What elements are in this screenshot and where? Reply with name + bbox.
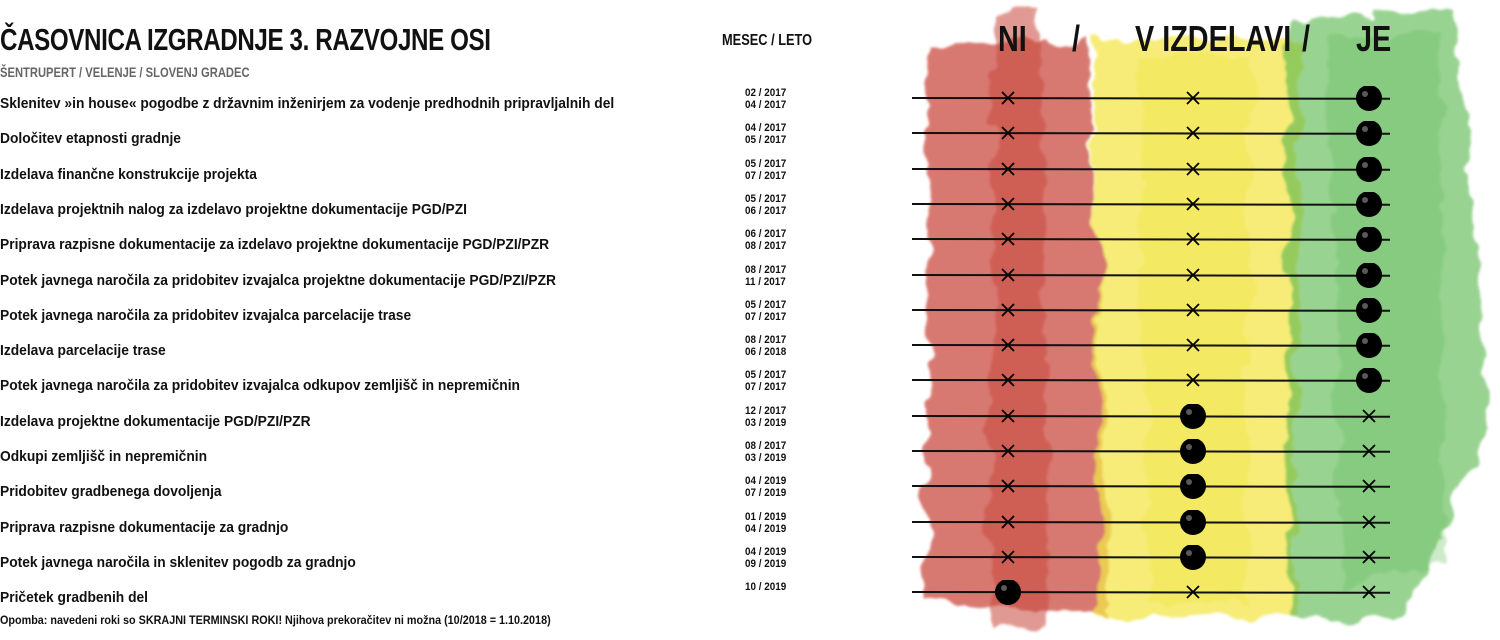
status-track <box>0 121 1500 157</box>
task-row <box>0 157 1500 193</box>
status-track <box>0 263 1500 299</box>
status-line <box>912 522 1390 523</box>
circle-highlight <box>1362 162 1368 168</box>
task-start-date: 01 / 2019 <box>745 510 787 523</box>
status-header-v-izdelavi: V IZDELAVI <box>1135 18 1292 59</box>
circle-highlight <box>1186 444 1192 450</box>
task-name: Izdelava finančne konstrukcije projekta <box>0 165 257 183</box>
task-name: Priprava razpisne dokumentacije za gradnjo <box>0 518 289 536</box>
task-end-date: 05 / 2017 <box>745 134 787 147</box>
task-row <box>0 368 1500 404</box>
filled-circle-icon <box>1356 333 1382 358</box>
status-track <box>0 545 1500 581</box>
circle-highlight <box>1186 515 1192 521</box>
task-row <box>0 298 1500 334</box>
task-end-date: 07 / 2017 <box>745 381 787 394</box>
task-row <box>0 510 1500 546</box>
task-row <box>0 545 1500 581</box>
status-track <box>0 333 1500 369</box>
task-start-date: 04 / 2019 <box>745 475 787 488</box>
circle-highlight <box>1362 338 1368 344</box>
task-row <box>0 263 1500 299</box>
task-name: Izdelava projektnih nalog za izdelavo projektne dokumentacije PGD/PZI <box>0 200 468 218</box>
status-line <box>912 451 1390 452</box>
circle-highlight <box>1362 373 1368 379</box>
status-line <box>912 239 1390 240</box>
task-row <box>0 474 1500 510</box>
status-track <box>0 439 1500 475</box>
task-start-date: 05 / 2017 <box>745 157 787 170</box>
filled-circle-icon <box>1356 227 1382 252</box>
task-row <box>0 86 1500 122</box>
status-line <box>912 275 1390 276</box>
status-line <box>912 592 1390 593</box>
task-start-date: 05 / 2017 <box>745 369 787 382</box>
task-end-date: 06 / 2018 <box>745 346 787 359</box>
task-row <box>0 439 1500 475</box>
task-start-date: 04 / 2017 <box>745 122 787 135</box>
task-start-date: 05 / 2017 <box>745 298 787 311</box>
task-end-date: 04 / 2017 <box>745 99 787 111</box>
status-line <box>912 310 1390 311</box>
task-end-date: 07 / 2019 <box>745 487 787 500</box>
task-row <box>0 192 1500 228</box>
task-row <box>0 580 1500 616</box>
task-start-date: 06 / 2017 <box>745 228 787 241</box>
filled-circle-icon <box>1356 368 1382 393</box>
circle-highlight <box>1186 550 1192 556</box>
task-end-date: 04 / 2019 <box>745 522 787 535</box>
task-start-date: 10 / 2019 <box>745 581 787 594</box>
date-column-header: MESEC / LETO <box>722 32 813 49</box>
status-line <box>912 169 1390 170</box>
task-start-date: 08 / 2017 <box>745 440 787 452</box>
status-line <box>912 416 1390 417</box>
status-line <box>912 98 1390 99</box>
task-start-date: 08 / 2017 <box>745 263 787 276</box>
task-end-date: 03 / 2019 <box>745 452 787 464</box>
filled-circle-icon <box>1356 298 1382 323</box>
task-row <box>0 121 1500 157</box>
status-header-separator: / <box>1302 18 1311 59</box>
filled-circle-icon <box>1180 545 1206 570</box>
task-name: Odkupi zemljišč in nepremičnin <box>0 448 208 465</box>
circle-highlight <box>1362 303 1368 309</box>
filled-circle-icon <box>1180 474 1206 499</box>
status-line <box>912 486 1390 487</box>
task-name: Potek javnega naročila in sklenitev pogodb za gradnjo <box>0 553 356 571</box>
status-line <box>912 557 1390 558</box>
circle-highlight <box>1001 585 1007 591</box>
filled-circle-icon <box>1356 192 1382 217</box>
page-subtitle: ŠENTRUPERT / VELENJE / SLOVENJ GRADEC <box>0 64 250 80</box>
circle-highlight <box>1362 232 1368 238</box>
task-name: Potek javnega naročila za pridobitev izvajalca projektne dokumentacije PGD/PZI/PZR <box>0 271 557 289</box>
status-header-ni: NI <box>998 18 1027 59</box>
status-track <box>0 404 1500 440</box>
task-end-date: 07 / 2017 <box>745 310 787 323</box>
circle-highlight <box>1362 126 1368 132</box>
task-start-date: 02 / 2017 <box>745 87 787 99</box>
task-row <box>0 227 1500 263</box>
status-header-je: JE <box>1356 18 1392 59</box>
filled-circle-icon <box>995 580 1021 605</box>
task-name: Izdelava parcelacije trase <box>0 342 166 360</box>
task-name: Določitev etapnosti gradnje <box>0 130 181 148</box>
page-title: ČASOVNICA IZGRADNJE 3. RAZVOJNE OSI <box>0 22 491 57</box>
filled-circle-icon <box>1356 86 1382 111</box>
task-name: Priprava razpisne dokumentacije za izdelavo projektne dokumentacije PGD/PZI/PZR <box>0 236 550 254</box>
status-track <box>0 86 1500 122</box>
circle-highlight <box>1186 409 1192 415</box>
status-track <box>0 474 1500 510</box>
status-line <box>912 380 1390 381</box>
task-end-date: 06 / 2017 <box>745 204 787 217</box>
circle-highlight <box>1186 479 1192 485</box>
circle-highlight <box>1362 91 1368 97</box>
task-name: Potek javnega naročila za pridobitev izvajalca parcelacije trase <box>0 306 412 324</box>
status-track <box>0 368 1500 404</box>
status-line <box>912 133 1390 134</box>
task-start-date: 04 / 2019 <box>745 545 787 558</box>
task-start-date: 12 / 2017 <box>745 404 787 417</box>
filled-circle-icon <box>1180 439 1206 464</box>
task-name: Sklenitev »in house« pogodbe z državnim inženirjem za vodenje predhodnih pripravljalnih del <box>0 95 615 112</box>
footnote: Opomba: navedeni roki so SKRAJNI TERMINSKI ROKI! Njihova prekoračitev ni možna (10/2018 = 1.10.2018) <box>0 613 551 627</box>
filled-circle-icon <box>1356 263 1382 288</box>
task-row <box>0 333 1500 369</box>
status-track <box>0 157 1500 193</box>
task-name: Potek javnega naročila za pridobitev izvajalca odkupov zemljišč in nepremičnin <box>0 377 520 395</box>
filled-circle-icon <box>1356 157 1382 182</box>
filled-circle-icon <box>1180 510 1206 535</box>
task-end-date: 08 / 2017 <box>745 240 787 253</box>
filled-circle-icon <box>1180 404 1206 429</box>
status-track <box>0 227 1500 263</box>
task-start-date: 08 / 2017 <box>745 334 787 347</box>
status-track <box>0 580 1500 616</box>
status-line <box>912 345 1390 346</box>
task-end-date: 07 / 2017 <box>745 169 787 182</box>
task-name: Izdelava projektne dokumentacije PGD/PZI/PZR <box>0 412 311 430</box>
status-line <box>912 204 1390 205</box>
status-header-separator: / <box>1072 18 1081 59</box>
filled-circle-icon <box>1356 121 1382 146</box>
task-start-date: 05 / 2017 <box>745 192 787 205</box>
task-end-date: 03 / 2019 <box>745 416 787 429</box>
status-track <box>0 510 1500 546</box>
status-track <box>0 298 1500 334</box>
circle-highlight <box>1362 268 1368 274</box>
task-end-date: 11 / 2017 <box>745 275 786 288</box>
circle-highlight <box>1362 197 1368 203</box>
task-name: Pričetek gradbenih del <box>0 589 149 607</box>
task-row <box>0 404 1500 440</box>
status-track <box>0 192 1500 228</box>
task-name: Pridobitev gradbenega dovoljenja <box>0 483 222 501</box>
task-end-date: 09 / 2019 <box>745 557 787 570</box>
